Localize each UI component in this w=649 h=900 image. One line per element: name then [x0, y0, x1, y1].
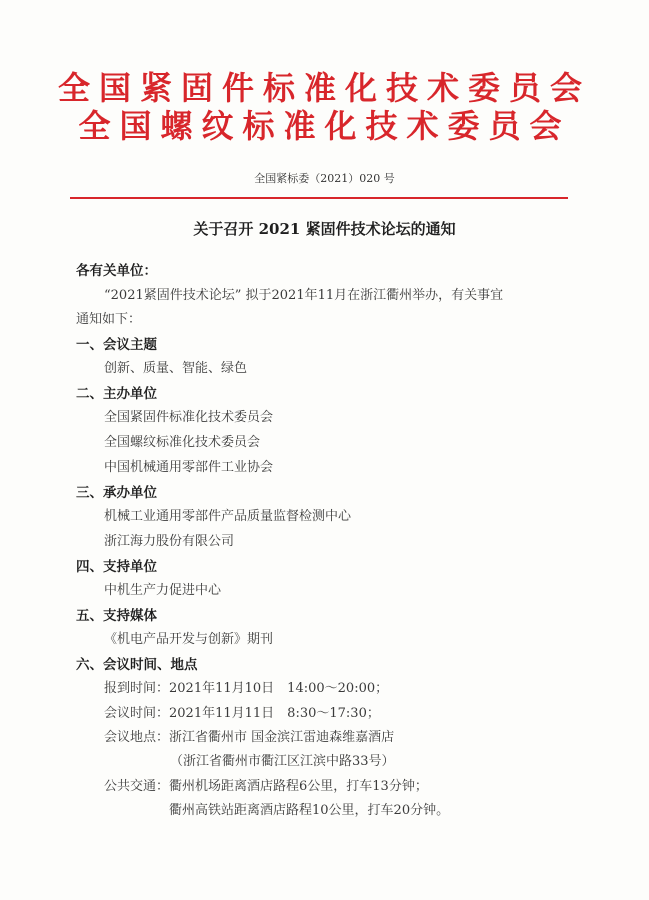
meeting-row [104, 705, 380, 723]
organizer-item: 全国紧固件标准化技术委员会 [104, 410, 274, 425]
venue-label: 会议地点： [104, 730, 170, 745]
transport-item: 衢州高铁站距离酒店路程10公里，打车20分钟。 [169, 803, 450, 818]
venue-row [104, 729, 394, 747]
venue-address: （浙江省衢州市衢江区江滨中路33号） [170, 754, 395, 769]
section-heading-supporters: 四、支持单位 [76, 559, 157, 575]
section-heading-hosts: 三、承办单位 [76, 485, 157, 501]
document-title: 关于召开 2021 紧固件技术论坛的通知 [193, 220, 456, 238]
header-committee-1: 全国紧固件标准化技术委员会 [57, 69, 591, 107]
venue-value: 浙江省衢州市 国金滨江雷迪森维嘉酒店 [169, 730, 395, 745]
checkin-row [104, 680, 388, 698]
transport-item: 衢州机场距离酒店路程6公里，打车13分钟； [169, 779, 428, 794]
red-divider [70, 197, 568, 199]
meeting-label: 会议时间： [104, 706, 170, 721]
checkin-value: 2021年11月10日 14:00～20:00； [169, 681, 389, 696]
meeting-value: 2021年11月11日 8:30～17:30； [169, 706, 380, 721]
document-number: 全国紧标委（2021）020 号 [254, 172, 395, 185]
section-heading-time-place: 六、会议时间、地点 [76, 657, 198, 673]
intro-line-2: 通知如下： [76, 312, 142, 327]
supporter-item: 中机生产力促进中心 [104, 583, 222, 598]
media-item: 《机电产品开发与创新》期刊 [104, 632, 274, 647]
transport-row [104, 778, 428, 796]
organizer-item: 中国机械通用零部件工业协会 [104, 460, 274, 475]
section-heading-theme: 一、会议主题 [76, 337, 157, 353]
header-committee-2: 全国螺纹标准化技术委员会 [78, 107, 571, 145]
organizer-item: 全国螺纹标准化技术委员会 [104, 435, 261, 450]
section-heading-media: 五、支持媒体 [76, 608, 157, 624]
section-heading-organizers: 二、主办单位 [76, 386, 157, 402]
transport-label: 公共交通： [104, 779, 170, 794]
intro-line-1: “2021紧固件技术论坛” 拟于2021年11月在浙江衢州举办，有关事宜 [104, 288, 504, 303]
host-item: 机械工业通用零部件产品质量监督检测中心 [104, 509, 352, 524]
theme-item: 创新、质量、智能、绿色 [104, 361, 248, 376]
salutation: 各有关单位： [76, 263, 157, 279]
checkin-label: 报到时间： [104, 681, 170, 696]
host-item: 浙江海力股份有限公司 [104, 534, 235, 549]
